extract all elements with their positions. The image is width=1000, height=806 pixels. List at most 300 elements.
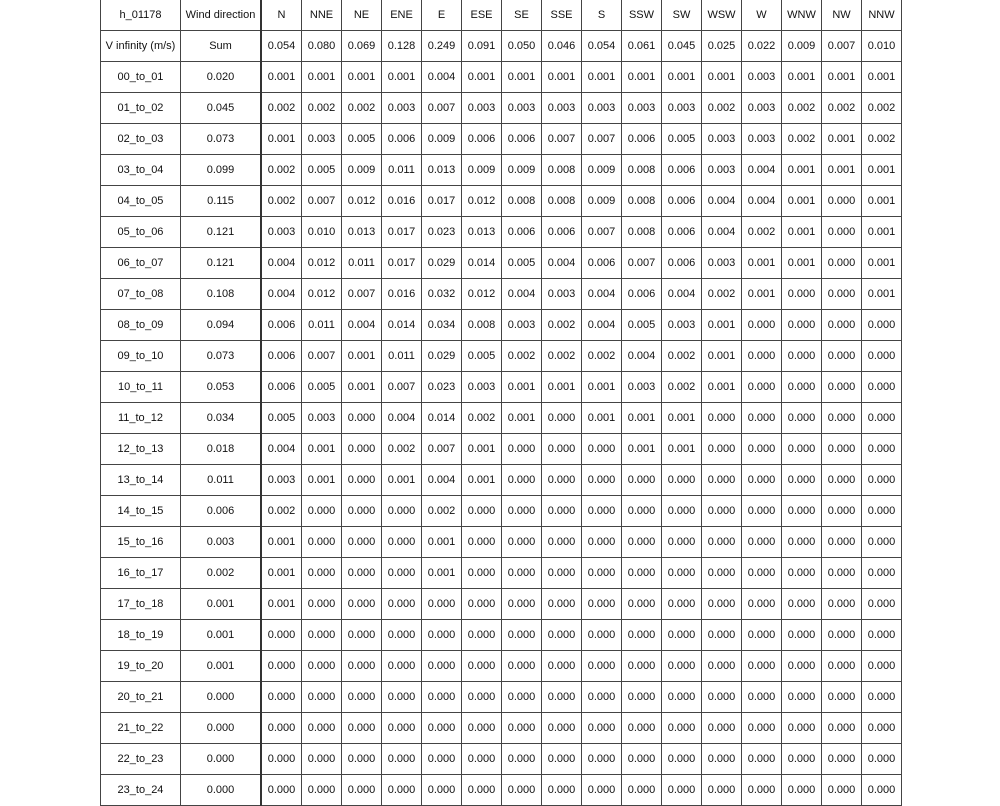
- frequency-cell: 0.000: [822, 341, 862, 372]
- frequency-cell: 0.000: [462, 496, 502, 527]
- row-sum-cell: 0.073: [181, 124, 262, 155]
- frequency-cell: 0.000: [382, 682, 422, 713]
- frequency-cell: 0.001: [782, 217, 822, 248]
- frequency-cell: 0.008: [542, 155, 582, 186]
- row-sum-cell: 0.073: [181, 341, 262, 372]
- frequency-cell: 0.013: [422, 155, 462, 186]
- frequency-cell: 0.007: [582, 124, 622, 155]
- frequency-cell: 0.003: [462, 372, 502, 403]
- frequency-cell: 0.000: [342, 527, 382, 558]
- frequency-cell: 0.000: [862, 713, 902, 744]
- frequency-cell: 0.001: [782, 186, 822, 217]
- frequency-cell: 0.000: [422, 682, 462, 713]
- row-sum-cell: 0.045: [181, 93, 262, 124]
- frequency-cell: 0.000: [662, 496, 702, 527]
- speed-bin-cell: 03_to_04: [101, 155, 181, 186]
- frequency-cell: 0.005: [502, 248, 542, 279]
- frequency-cell: 0.004: [742, 155, 782, 186]
- direction-header-sse: SSE: [542, 0, 582, 31]
- frequency-cell: 0.003: [542, 93, 582, 124]
- frequency-cell: 0.000: [542, 558, 582, 589]
- frequency-cell: 0.000: [822, 651, 862, 682]
- frequency-cell: 0.000: [422, 713, 462, 744]
- frequency-cell: 0.007: [382, 372, 422, 403]
- frequency-cell: 0.009: [502, 155, 542, 186]
- frequency-cell: 0.008: [502, 186, 542, 217]
- speed-bin-cell: 06_to_07: [101, 248, 181, 279]
- frequency-cell: 0.003: [462, 93, 502, 124]
- frequency-cell: 0.016: [382, 279, 422, 310]
- frequency-cell: 0.008: [462, 310, 502, 341]
- frequency-cell: 0.000: [782, 372, 822, 403]
- direction-total-cell: 0.022: [742, 31, 782, 62]
- frequency-cell: 0.002: [542, 310, 582, 341]
- frequency-cell: 0.000: [462, 527, 502, 558]
- table-row: [101, 589, 902, 620]
- frequency-cell: 0.000: [702, 744, 742, 775]
- speed-bin-cell: 14_to_15: [101, 496, 181, 527]
- frequency-cell: 0.006: [662, 217, 702, 248]
- row-sum-cell: 0.002: [181, 558, 262, 589]
- frequency-cell: 0.001: [782, 62, 822, 93]
- speed-bin-cell: 21_to_22: [101, 713, 181, 744]
- direction-total-cell: 0.009: [782, 31, 822, 62]
- frequency-cell: 0.011: [382, 155, 422, 186]
- frequency-cell: 0.004: [382, 403, 422, 434]
- table-row: [101, 372, 902, 403]
- frequency-cell: 0.000: [542, 682, 582, 713]
- direction-total-cell: 0.069: [342, 31, 382, 62]
- speed-bin-cell: 09_to_10: [101, 341, 181, 372]
- frequency-cell: 0.001: [782, 155, 822, 186]
- frequency-cell: 0.000: [782, 310, 822, 341]
- frequency-cell: 0.032: [422, 279, 462, 310]
- frequency-cell: 0.000: [742, 589, 782, 620]
- frequency-cell: 0.007: [422, 93, 462, 124]
- frequency-cell: 0.000: [862, 403, 902, 434]
- row-sum-cell: 0.018: [181, 434, 262, 465]
- speed-bin-cell: 00_to_01: [101, 62, 181, 93]
- frequency-cell: 0.004: [261, 279, 302, 310]
- frequency-cell: 0.023: [422, 217, 462, 248]
- direction-total-cell: 0.249: [422, 31, 462, 62]
- frequency-cell: 0.000: [822, 775, 862, 806]
- speed-bin-cell: 19_to_20: [101, 651, 181, 682]
- frequency-cell: 0.009: [342, 155, 382, 186]
- table-row: [101, 651, 902, 682]
- frequency-cell: 0.005: [302, 155, 342, 186]
- frequency-cell: 0.000: [742, 682, 782, 713]
- direction-header-ene: ENE: [382, 0, 422, 31]
- direction-header-nne: NNE: [302, 0, 342, 31]
- wind-direction-header: Wind direction: [181, 0, 262, 31]
- frequency-cell: 0.000: [542, 651, 582, 682]
- frequency-cell: 0.000: [382, 713, 422, 744]
- sum-header: Sum: [181, 31, 262, 62]
- frequency-cell: 0.001: [862, 155, 902, 186]
- speed-bin-cell: 22_to_23: [101, 744, 181, 775]
- wind-table-container: [100, 0, 902, 806]
- frequency-cell: 0.007: [582, 217, 622, 248]
- frequency-cell: 0.000: [782, 620, 822, 651]
- frequency-cell: 0.000: [261, 744, 302, 775]
- frequency-cell: 0.006: [622, 279, 662, 310]
- frequency-cell: 0.000: [502, 682, 542, 713]
- wind-frequency-table: [100, 0, 902, 806]
- frequency-cell: 0.000: [261, 775, 302, 806]
- frequency-cell: 0.002: [462, 403, 502, 434]
- frequency-cell: 0.000: [302, 682, 342, 713]
- table-row: [101, 93, 902, 124]
- frequency-cell: 0.000: [422, 589, 462, 620]
- frequency-cell: 0.000: [662, 682, 702, 713]
- table-row: [101, 744, 902, 775]
- frequency-cell: 0.000: [382, 651, 422, 682]
- frequency-cell: 0.014: [462, 248, 502, 279]
- frequency-cell: 0.000: [742, 496, 782, 527]
- frequency-cell: 0.000: [302, 527, 342, 558]
- frequency-cell: 0.002: [702, 279, 742, 310]
- direction-total-cell: 0.045: [662, 31, 702, 62]
- frequency-cell: 0.017: [422, 186, 462, 217]
- frequency-cell: 0.000: [622, 558, 662, 589]
- speed-bin-cell: 11_to_12: [101, 403, 181, 434]
- frequency-cell: 0.000: [622, 682, 662, 713]
- frequency-cell: 0.000: [502, 465, 542, 496]
- frequency-cell: 0.006: [261, 310, 302, 341]
- frequency-cell: 0.008: [542, 186, 582, 217]
- frequency-cell: 0.000: [502, 558, 542, 589]
- frequency-cell: 0.000: [862, 434, 902, 465]
- frequency-cell: 0.007: [302, 186, 342, 217]
- frequency-cell: 0.001: [502, 372, 542, 403]
- frequency-cell: 0.007: [342, 279, 382, 310]
- frequency-cell: 0.000: [261, 713, 302, 744]
- frequency-cell: 0.001: [622, 62, 662, 93]
- frequency-cell: 0.000: [542, 620, 582, 651]
- frequency-cell: 0.000: [822, 310, 862, 341]
- frequency-cell: 0.000: [382, 775, 422, 806]
- frequency-cell: 0.000: [261, 651, 302, 682]
- frequency-cell: 0.000: [662, 465, 702, 496]
- frequency-cell: 0.004: [702, 186, 742, 217]
- table-row: [101, 217, 902, 248]
- frequency-cell: 0.004: [582, 279, 622, 310]
- frequency-cell: 0.000: [302, 496, 342, 527]
- frequency-cell: 0.012: [462, 279, 502, 310]
- wind-table-body: [101, 0, 902, 806]
- frequency-cell: 0.004: [582, 310, 622, 341]
- frequency-cell: 0.000: [702, 403, 742, 434]
- frequency-cell: 0.003: [742, 62, 782, 93]
- speed-bin-cell: 15_to_16: [101, 527, 181, 558]
- frequency-cell: 0.000: [862, 589, 902, 620]
- frequency-cell: 0.006: [382, 124, 422, 155]
- direction-header-sw: SW: [662, 0, 702, 31]
- table-row: [101, 558, 902, 589]
- frequency-cell: 0.000: [462, 620, 502, 651]
- frequency-cell: 0.000: [342, 496, 382, 527]
- frequency-cell: 0.001: [342, 372, 382, 403]
- speed-bin-cell: 04_to_05: [101, 186, 181, 217]
- frequency-cell: 0.004: [422, 62, 462, 93]
- table-row: [101, 465, 902, 496]
- frequency-cell: 0.006: [502, 124, 542, 155]
- row-sum-cell: 0.006: [181, 496, 262, 527]
- frequency-cell: 0.000: [742, 775, 782, 806]
- frequency-cell: 0.003: [702, 155, 742, 186]
- frequency-cell: 0.000: [542, 434, 582, 465]
- frequency-cell: 0.000: [742, 744, 782, 775]
- frequency-cell: 0.000: [782, 465, 822, 496]
- speed-bin-cell: 05_to_06: [101, 217, 181, 248]
- frequency-cell: 0.000: [782, 434, 822, 465]
- frequency-cell: 0.000: [342, 775, 382, 806]
- frequency-cell: 0.000: [662, 775, 702, 806]
- frequency-cell: 0.000: [542, 465, 582, 496]
- frequency-cell: 0.029: [422, 341, 462, 372]
- frequency-cell: 0.004: [622, 341, 662, 372]
- frequency-cell: 0.000: [742, 527, 782, 558]
- direction-total-cell: 0.054: [261, 31, 302, 62]
- frequency-cell: 0.000: [782, 682, 822, 713]
- frequency-cell: 0.001: [502, 62, 542, 93]
- frequency-cell: 0.001: [702, 310, 742, 341]
- speed-bin-cell: 10_to_11: [101, 372, 181, 403]
- direction-header-w: W: [742, 0, 782, 31]
- frequency-cell: 0.002: [542, 341, 582, 372]
- frequency-cell: 0.000: [662, 558, 702, 589]
- frequency-cell: 0.001: [462, 465, 502, 496]
- frequency-cell: 0.000: [782, 651, 822, 682]
- frequency-cell: 0.000: [742, 713, 782, 744]
- row-sum-cell: 0.020: [181, 62, 262, 93]
- direction-total-cell: 0.080: [302, 31, 342, 62]
- frequency-cell: 0.000: [702, 434, 742, 465]
- frequency-cell: 0.001: [862, 248, 902, 279]
- frequency-cell: 0.000: [502, 527, 542, 558]
- frequency-cell: 0.004: [422, 465, 462, 496]
- frequency-cell: 0.004: [502, 279, 542, 310]
- frequency-cell: 0.001: [382, 62, 422, 93]
- direction-header-e: E: [422, 0, 462, 31]
- frequency-cell: 0.001: [742, 248, 782, 279]
- frequency-cell: 0.001: [542, 372, 582, 403]
- frequency-cell: 0.000: [822, 434, 862, 465]
- direction-total-cell: 0.054: [582, 31, 622, 62]
- frequency-cell: 0.000: [782, 279, 822, 310]
- frequency-cell: 0.011: [342, 248, 382, 279]
- frequency-cell: 0.001: [662, 434, 702, 465]
- frequency-cell: 0.006: [542, 217, 582, 248]
- frequency-cell: 0.000: [862, 558, 902, 589]
- row-sum-cell: 0.000: [181, 775, 262, 806]
- frequency-cell: 0.008: [622, 155, 662, 186]
- row-sum-cell: 0.000: [181, 744, 262, 775]
- frequency-cell: 0.001: [261, 558, 302, 589]
- frequency-cell: 0.000: [582, 713, 622, 744]
- frequency-cell: 0.013: [462, 217, 502, 248]
- frequency-cell: 0.007: [422, 434, 462, 465]
- frequency-cell: 0.000: [742, 403, 782, 434]
- frequency-cell: 0.000: [862, 682, 902, 713]
- frequency-cell: 0.012: [302, 279, 342, 310]
- row-sum-cell: 0.099: [181, 155, 262, 186]
- frequency-cell: 0.000: [862, 527, 902, 558]
- frequency-cell: 0.000: [462, 682, 502, 713]
- frequency-cell: 0.001: [742, 279, 782, 310]
- direction-header-s: S: [582, 0, 622, 31]
- speed-bin-cell: 08_to_09: [101, 310, 181, 341]
- header-row: [101, 0, 902, 31]
- frequency-cell: 0.001: [502, 403, 542, 434]
- frequency-cell: 0.000: [502, 589, 542, 620]
- frequency-cell: 0.000: [702, 465, 742, 496]
- frequency-cell: 0.000: [782, 558, 822, 589]
- frequency-cell: 0.000: [342, 682, 382, 713]
- frequency-cell: 0.005: [342, 124, 382, 155]
- frequency-cell: 0.000: [782, 403, 822, 434]
- frequency-cell: 0.000: [822, 713, 862, 744]
- frequency-cell: 0.002: [582, 341, 622, 372]
- frequency-cell: 0.000: [742, 558, 782, 589]
- frequency-cell: 0.005: [261, 403, 302, 434]
- frequency-cell: 0.012: [342, 186, 382, 217]
- frequency-cell: 0.001: [342, 341, 382, 372]
- frequency-cell: 0.000: [702, 558, 742, 589]
- frequency-cell: 0.003: [622, 372, 662, 403]
- frequency-cell: 0.000: [462, 775, 502, 806]
- frequency-cell: 0.001: [382, 465, 422, 496]
- frequency-cell: 0.000: [502, 434, 542, 465]
- frequency-cell: 0.000: [582, 496, 622, 527]
- frequency-cell: 0.000: [582, 558, 622, 589]
- frequency-cell: 0.000: [342, 403, 382, 434]
- frequency-cell: 0.000: [422, 651, 462, 682]
- direction-header-wsw: WSW: [702, 0, 742, 31]
- frequency-cell: 0.000: [582, 744, 622, 775]
- frequency-cell: 0.001: [462, 62, 502, 93]
- frequency-cell: 0.000: [342, 558, 382, 589]
- frequency-cell: 0.000: [822, 589, 862, 620]
- frequency-cell: 0.000: [742, 465, 782, 496]
- row-sum-cell: 0.121: [181, 217, 262, 248]
- frequency-cell: 0.003: [702, 124, 742, 155]
- frequency-cell: 0.017: [382, 217, 422, 248]
- frequency-cell: 0.000: [782, 713, 822, 744]
- frequency-cell: 0.001: [261, 124, 302, 155]
- frequency-cell: 0.000: [862, 496, 902, 527]
- frequency-cell: 0.001: [702, 341, 742, 372]
- frequency-cell: 0.000: [622, 744, 662, 775]
- frequency-cell: 0.001: [662, 403, 702, 434]
- frequency-cell: 0.000: [822, 279, 862, 310]
- frequency-cell: 0.000: [862, 465, 902, 496]
- table-row: [101, 620, 902, 651]
- frequency-cell: 0.000: [622, 527, 662, 558]
- frequency-cell: 0.002: [261, 93, 302, 124]
- speed-header: V infinity (m/s): [101, 31, 181, 62]
- frequency-cell: 0.000: [822, 186, 862, 217]
- frequency-cell: 0.017: [382, 248, 422, 279]
- frequency-cell: 0.000: [822, 248, 862, 279]
- frequency-cell: 0.006: [261, 372, 302, 403]
- frequency-cell: 0.023: [422, 372, 462, 403]
- frequency-cell: 0.005: [622, 310, 662, 341]
- frequency-cell: 0.008: [622, 186, 662, 217]
- direction-total-cell: 0.050: [502, 31, 542, 62]
- row-sum-cell: 0.001: [181, 589, 262, 620]
- frequency-cell: 0.000: [622, 651, 662, 682]
- direction-total-cell: 0.007: [822, 31, 862, 62]
- row-sum-cell: 0.108: [181, 279, 262, 310]
- frequency-cell: 0.000: [382, 589, 422, 620]
- speed-bin-cell: 16_to_17: [101, 558, 181, 589]
- direction-header-nw: NW: [822, 0, 862, 31]
- frequency-cell: 0.003: [662, 310, 702, 341]
- speed-bin-cell: 17_to_18: [101, 589, 181, 620]
- frequency-cell: 0.000: [862, 775, 902, 806]
- frequency-cell: 0.000: [422, 620, 462, 651]
- table-row: [101, 434, 902, 465]
- frequency-cell: 0.013: [342, 217, 382, 248]
- row-sum-cell: 0.094: [181, 310, 262, 341]
- table-row: [101, 682, 902, 713]
- frequency-cell: 0.001: [582, 403, 622, 434]
- frequency-cell: 0.000: [342, 651, 382, 682]
- station-id-cell: h_01178: [101, 0, 181, 31]
- frequency-cell: 0.000: [702, 589, 742, 620]
- frequency-cell: 0.000: [582, 682, 622, 713]
- frequency-cell: 0.001: [582, 62, 622, 93]
- frequency-cell: 0.003: [742, 124, 782, 155]
- table-row: [101, 496, 902, 527]
- frequency-cell: 0.000: [782, 341, 822, 372]
- frequency-cell: 0.004: [662, 279, 702, 310]
- frequency-cell: 0.004: [542, 248, 582, 279]
- frequency-cell: 0.000: [342, 434, 382, 465]
- frequency-cell: 0.029: [422, 248, 462, 279]
- speed-bin-cell: 23_to_24: [101, 775, 181, 806]
- speed-bin-cell: 13_to_14: [101, 465, 181, 496]
- table-row: [101, 124, 902, 155]
- frequency-cell: 0.004: [261, 248, 302, 279]
- frequency-cell: 0.000: [382, 527, 422, 558]
- frequency-cell: 0.001: [261, 527, 302, 558]
- frequency-cell: 0.000: [862, 372, 902, 403]
- direction-header-ne: NE: [342, 0, 382, 31]
- frequency-cell: 0.000: [702, 713, 742, 744]
- direction-total-cell: 0.091: [462, 31, 502, 62]
- frequency-cell: 0.000: [422, 775, 462, 806]
- frequency-cell: 0.000: [622, 465, 662, 496]
- frequency-cell: 0.000: [382, 496, 422, 527]
- frequency-cell: 0.000: [622, 620, 662, 651]
- speed-bin-cell: 20_to_21: [101, 682, 181, 713]
- frequency-cell: 0.003: [582, 93, 622, 124]
- frequency-cell: 0.003: [302, 403, 342, 434]
- frequency-cell: 0.000: [822, 682, 862, 713]
- frequency-cell: 0.001: [862, 62, 902, 93]
- frequency-cell: 0.000: [822, 372, 862, 403]
- frequency-cell: 0.002: [261, 155, 302, 186]
- frequency-cell: 0.006: [662, 248, 702, 279]
- frequency-cell: 0.000: [742, 651, 782, 682]
- frequency-cell: 0.000: [502, 713, 542, 744]
- frequency-cell: 0.000: [862, 341, 902, 372]
- frequency-cell: 0.000: [582, 465, 622, 496]
- frequency-cell: 0.001: [302, 434, 342, 465]
